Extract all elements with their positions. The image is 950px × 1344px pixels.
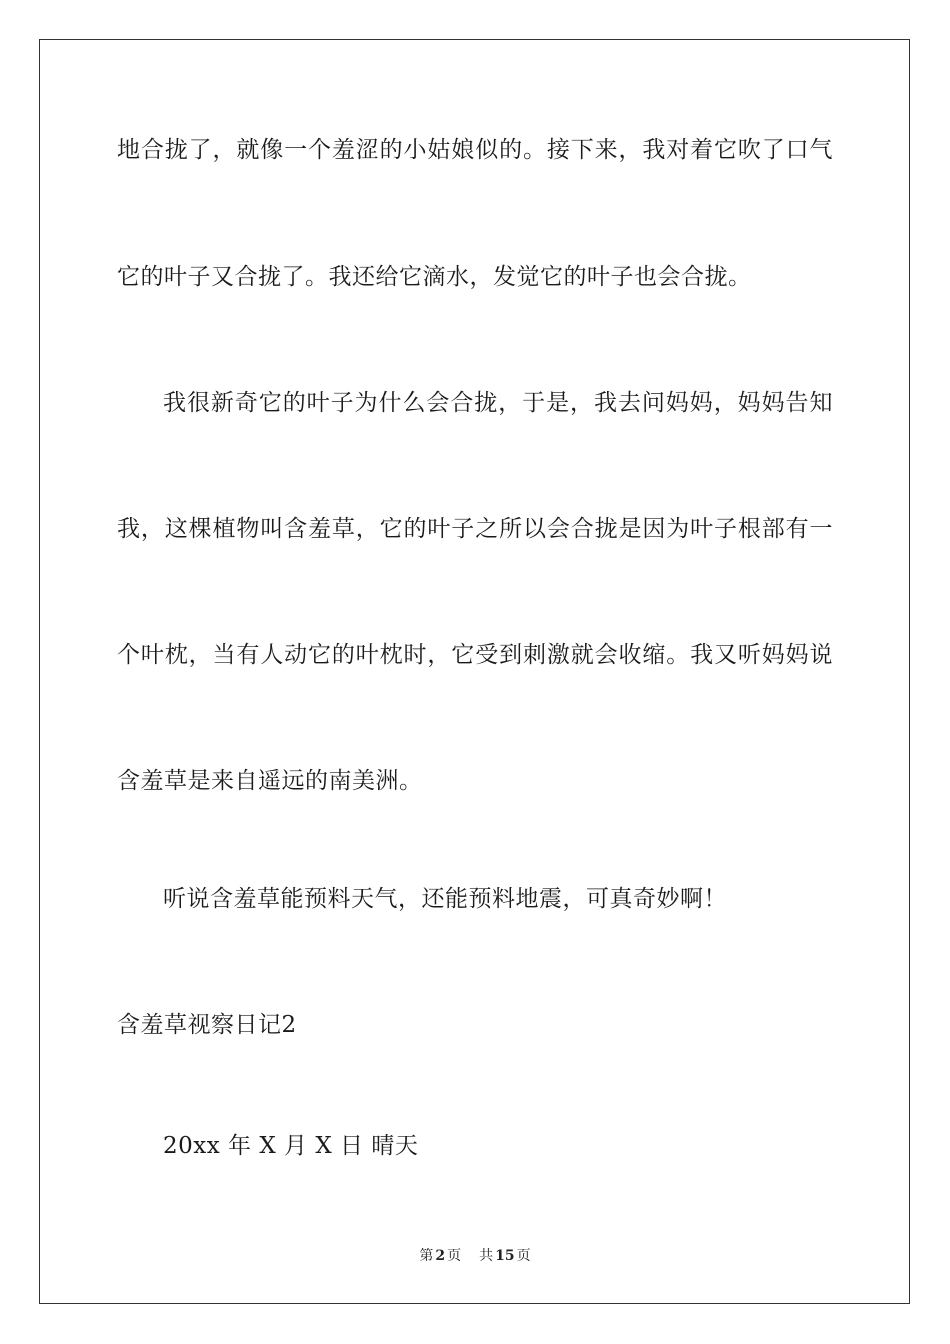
paragraph-line-2: 它的叶子又合拢了。我还给它滴水，发觉它的叶子也会合拢。 bbox=[117, 264, 752, 290]
footer-page-suffix: 页 bbox=[447, 1248, 462, 1264]
paragraph-line-5: 个叶枕，当有人动它的叶枕时，它受到刺激就会收缩。我又听妈妈说 bbox=[117, 642, 833, 668]
paragraph-line-6: 含羞草是来自遥远的南美洲。 bbox=[117, 768, 423, 794]
footer-total-pages: 15 bbox=[495, 1248, 515, 1264]
paragraph-line-7: 听说含羞草能预料天气，还能预料地震，可真奇妙啊！ bbox=[163, 886, 727, 912]
footer-page-prefix: 第 bbox=[419, 1248, 434, 1264]
paragraph-line-4: 我，这棵植物叫含羞草，它的叶子之所以会合拢是因为叶子根部有一 bbox=[117, 516, 833, 542]
paragraph-line-1: 地合拢了，就像一个羞涩的小姑娘似的。接下来，我对着它吹了口气 bbox=[117, 137, 833, 163]
section-heading: 含羞草视察日记2 bbox=[117, 1012, 297, 1038]
footer-total-prefix: 共 bbox=[479, 1248, 494, 1264]
footer-total-suffix: 页 bbox=[516, 1248, 531, 1264]
page-border bbox=[39, 39, 910, 1304]
paragraph-line-3: 我很新奇它的叶子为什么会合拢，于是，我去问妈妈，妈妈告知 bbox=[163, 390, 833, 416]
page-footer bbox=[0, 1247, 950, 1265]
diary-date-line: 20xx 年 X 月 X 日 晴天 bbox=[163, 1133, 419, 1159]
footer-current-page: 2 bbox=[435, 1248, 446, 1264]
